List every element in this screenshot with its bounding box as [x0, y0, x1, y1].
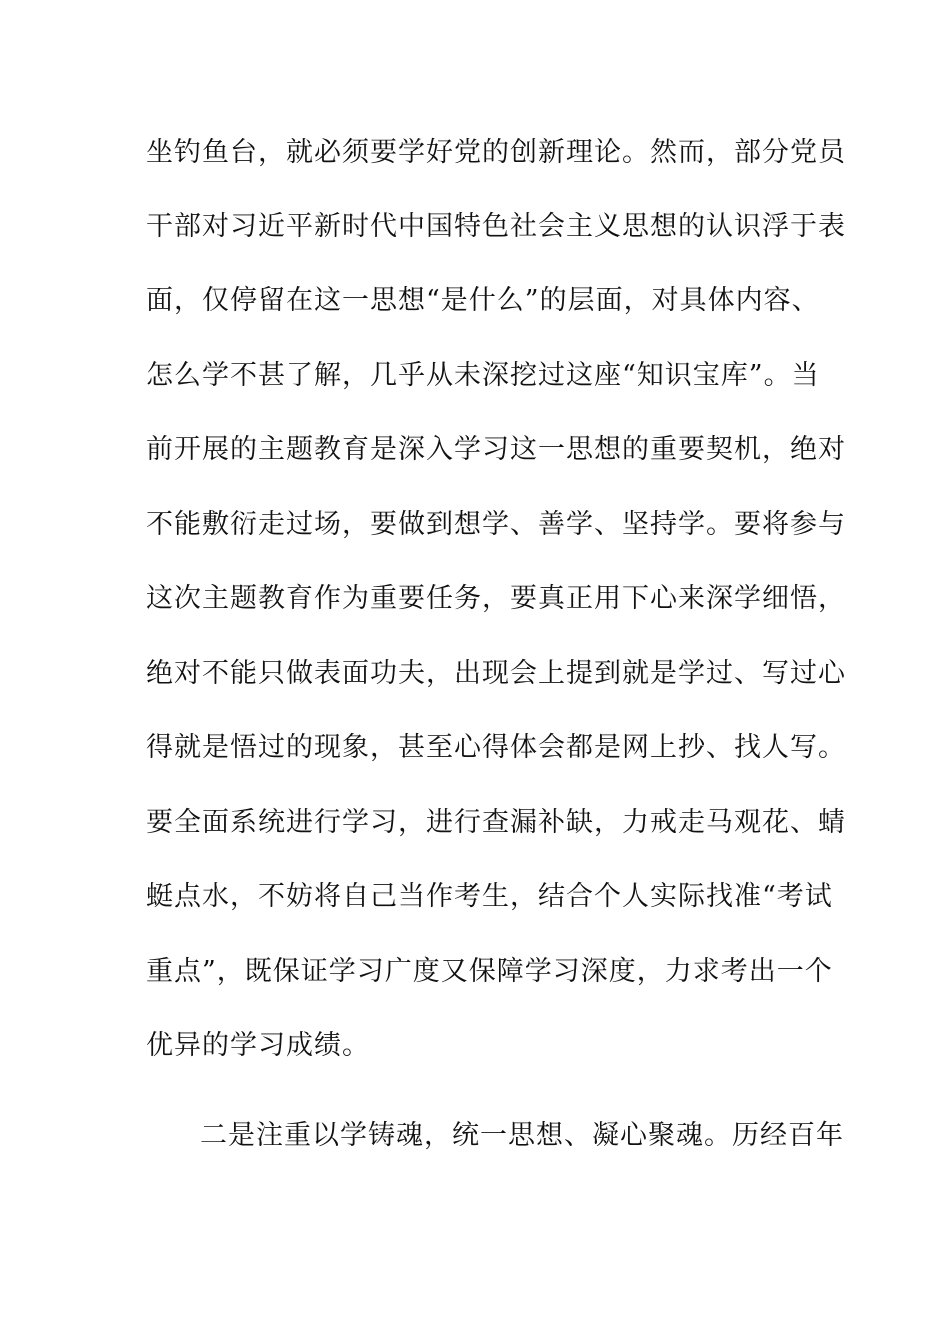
- paragraph-line: 不能敷衍走过场，要做到想学、善学、坚持学。要将参与: [146, 509, 846, 540]
- paragraph-line: 要全面系统进行学习，进行查漏补缺，力戒走马观花、蜻: [146, 807, 846, 838]
- paragraph-line: 绝对不能只做表面功夫，出现会上提到就是学过、写过心: [146, 658, 846, 689]
- paragraph-line: 蜓点水，不妨将自己当作考生，结合个人实际找准“考试: [146, 881, 833, 912]
- paragraph-line: 得就是悟过的现象，甚至心得体会都是网上抄、找人写。: [146, 732, 846, 763]
- paragraph-line: 二是注重以学铸魂，统一思想、凝心聚魂。历经百年: [200, 1120, 844, 1151]
- paragraph-line: 优异的学习成绩。: [146, 1030, 370, 1061]
- paragraph-line: 面，仅停留在这一思想“是什么”的层面，对具体内容、: [146, 285, 820, 316]
- paragraph-line: 重点”，既保证学习广度又保障学习深度，力求考出一个: [146, 956, 833, 987]
- paragraph-line: 坐钓鱼台，就必须要学好党的创新理论。然而，部分党员: [146, 137, 846, 168]
- paragraph-line: 干部对习近平新时代中国特色社会主义思想的认识浮于表: [146, 211, 846, 242]
- paragraph-line: 这次主题教育作为重要任务，要真正用下心来深学细悟，: [146, 583, 846, 614]
- paragraph-line: 前开展的主题教育是深入学习这一思想的重要契机，绝对: [146, 434, 846, 465]
- paragraph-line: 怎么学不甚了解，几乎从未深挖过这座“知识宝库”。当: [146, 360, 820, 391]
